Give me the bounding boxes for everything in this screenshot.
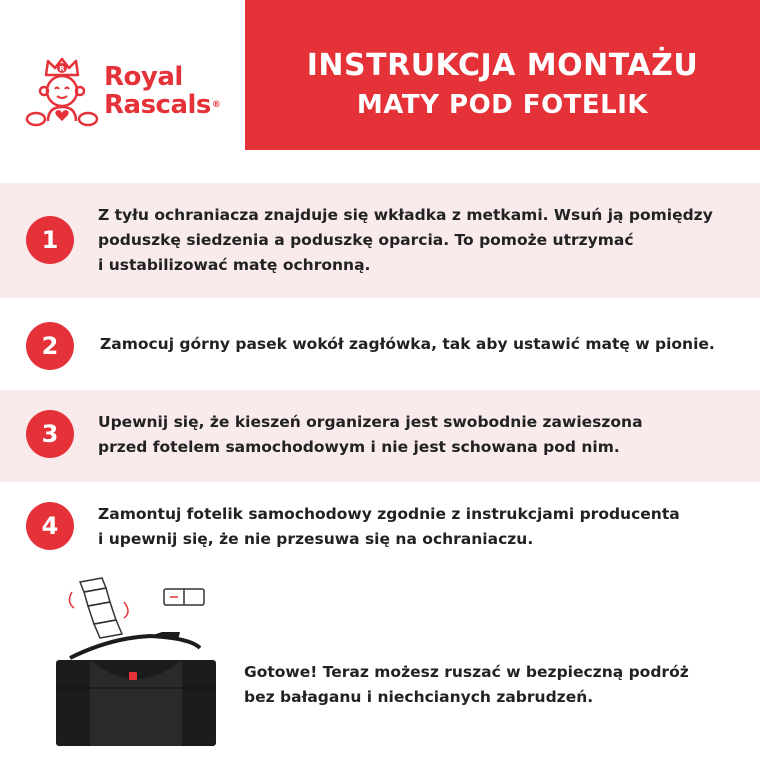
step-number-3: 3 [26,410,74,458]
step-text-4: Zamontuj fotelik samochodowy zgodnie z instrukcjami producenta i upewnij się, że nie przesuwa się na ochraniaczu. [98,505,680,548]
step-4 [0,482,760,570]
header [0,0,760,150]
car-seat-mat-image [50,628,230,748]
final-message: Gotowe! Teraz możesz ruszać w bezpieczną podróż bez bałaganu i niechcianych zabrudzeń. [244,663,689,706]
brand-name [104,63,220,119]
step-1 [0,183,760,298]
svg-text:R: R [59,65,65,73]
step-number-1: 1 [26,216,74,264]
step-3 [0,390,760,482]
banner-subtitle: MATY POD FOTELIK [356,90,649,120]
step-text-2: Zamocuj górny pasek wokół zagłówka, tak aby ustawić matę w pionie. [100,335,715,353]
step-number-2: 2 [26,322,74,370]
step-number-4: 4 [26,502,74,550]
step-2 [0,298,760,390]
brand-logo [22,55,242,135]
brand-line-1: Royal [104,62,183,92]
banner-title: INSTRUKCJA MONTAŻU [306,48,699,83]
brand-line-2: Rascals® [104,90,221,120]
title-banner [245,0,760,150]
baby-crown-logo-icon [22,55,102,131]
mat-illustration [50,570,230,750]
step-text-1: Z tyłu ochraniacza znajduje się wkładka z metkami. Wsuń ją pomiędzy poduszkę siedzenia a poduszkę oparcia. To pomoże utrzymać i ustabilizować matę ochronną. [98,206,713,274]
folded-mat-icon [162,586,208,610]
step-text-3: Upewnij się, że kieszeń organizera jest swobodnie zawieszona przed fotelem samochodowym i nie jest schowana pod nim. [98,413,643,456]
